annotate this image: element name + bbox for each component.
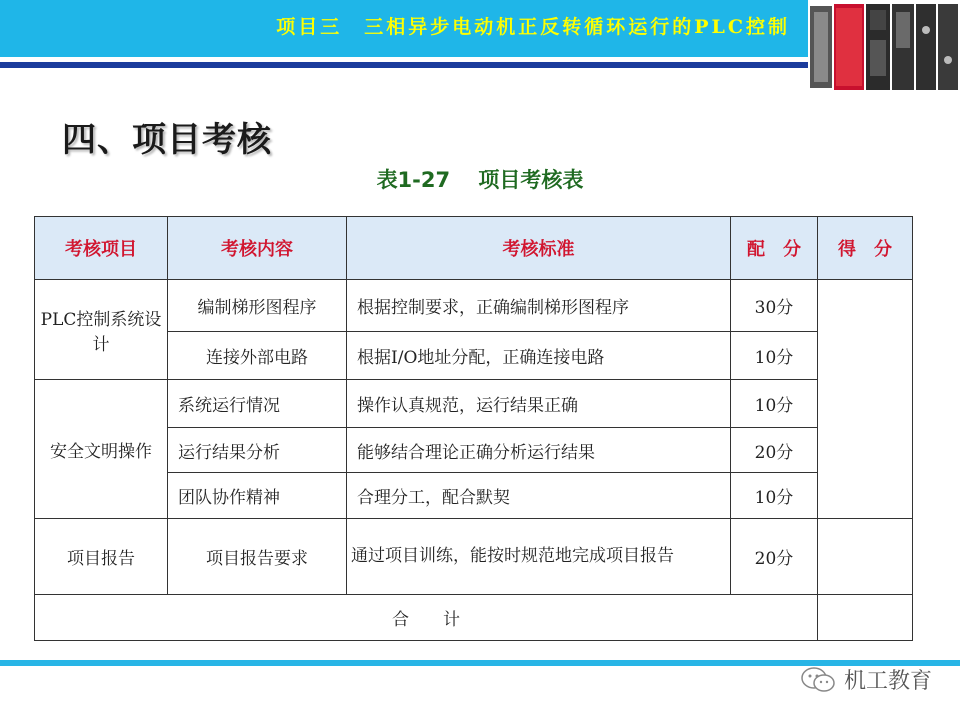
table-row [35, 380, 913, 428]
assessment-content: 系统运行情况 [168, 380, 347, 428]
wechat-icon [800, 666, 836, 694]
assessment-content: 项目报告要求 [168, 519, 347, 595]
section-heading: 四、项目考核 [62, 120, 272, 160]
total-row [35, 595, 913, 641]
column-header: 配 分 [731, 217, 818, 280]
column-header: 考核内容 [168, 217, 347, 280]
table-row [35, 280, 913, 332]
obtained-score-cell [818, 280, 913, 519]
assessment-content: 连接外部电路 [168, 332, 347, 380]
assessment-standard: 能够结合理论正确分析运行结果 [347, 428, 731, 473]
column-header: 考核项目 [35, 217, 168, 280]
total-score-cell [818, 595, 913, 641]
assessment-score: 30分 [731, 280, 818, 332]
assessment-standard: 操作认真规范，运行结果正确 [347, 380, 731, 428]
assessment-table [34, 216, 913, 641]
total-label: 合 计 [35, 595, 818, 641]
table-row [35, 519, 913, 595]
obtained-score-cell [818, 519, 913, 595]
header-title: 项目三 三相异步电动机正反转循环运行的PLC控制 [276, 16, 790, 38]
assessment-standard: 根据I/O地址分配，正确连接电路 [347, 332, 731, 380]
assessment-standard: 根据控制要求，正确编制梯形图程序 [347, 280, 731, 332]
assessment-score: 20分 [731, 519, 818, 595]
header-bar [0, 0, 808, 57]
table-caption: 表1-27 项目考核表 [376, 168, 584, 192]
assessment-content: 编制梯形图程序 [168, 280, 347, 332]
assessment-score: 20分 [731, 428, 818, 473]
assessment-content: 团队协作精神 [168, 473, 347, 519]
column-header: 考核标准 [347, 217, 731, 280]
header-divider [0, 62, 808, 68]
assessment-score: 10分 [731, 473, 818, 519]
assessment-score: 10分 [731, 380, 818, 428]
assessment-item: 项目报告 [35, 519, 168, 595]
assessment-item: PLC控制系统设计 [35, 280, 168, 380]
assessment-standard: 通过项目训练，能按时规范地完成项目报告 [347, 519, 731, 595]
assessment-standard: 合理分工，配合默契 [347, 473, 731, 519]
assessment-item: 安全文明操作 [35, 380, 168, 519]
plc-hardware-image [810, 0, 960, 96]
watermark [800, 664, 932, 695]
assessment-content: 运行结果分析 [168, 428, 347, 473]
watermark-text: 机工教育 [843, 669, 932, 694]
table-header-row [35, 217, 913, 280]
column-header: 得 分 [818, 217, 913, 280]
assessment-score: 10分 [731, 332, 818, 380]
